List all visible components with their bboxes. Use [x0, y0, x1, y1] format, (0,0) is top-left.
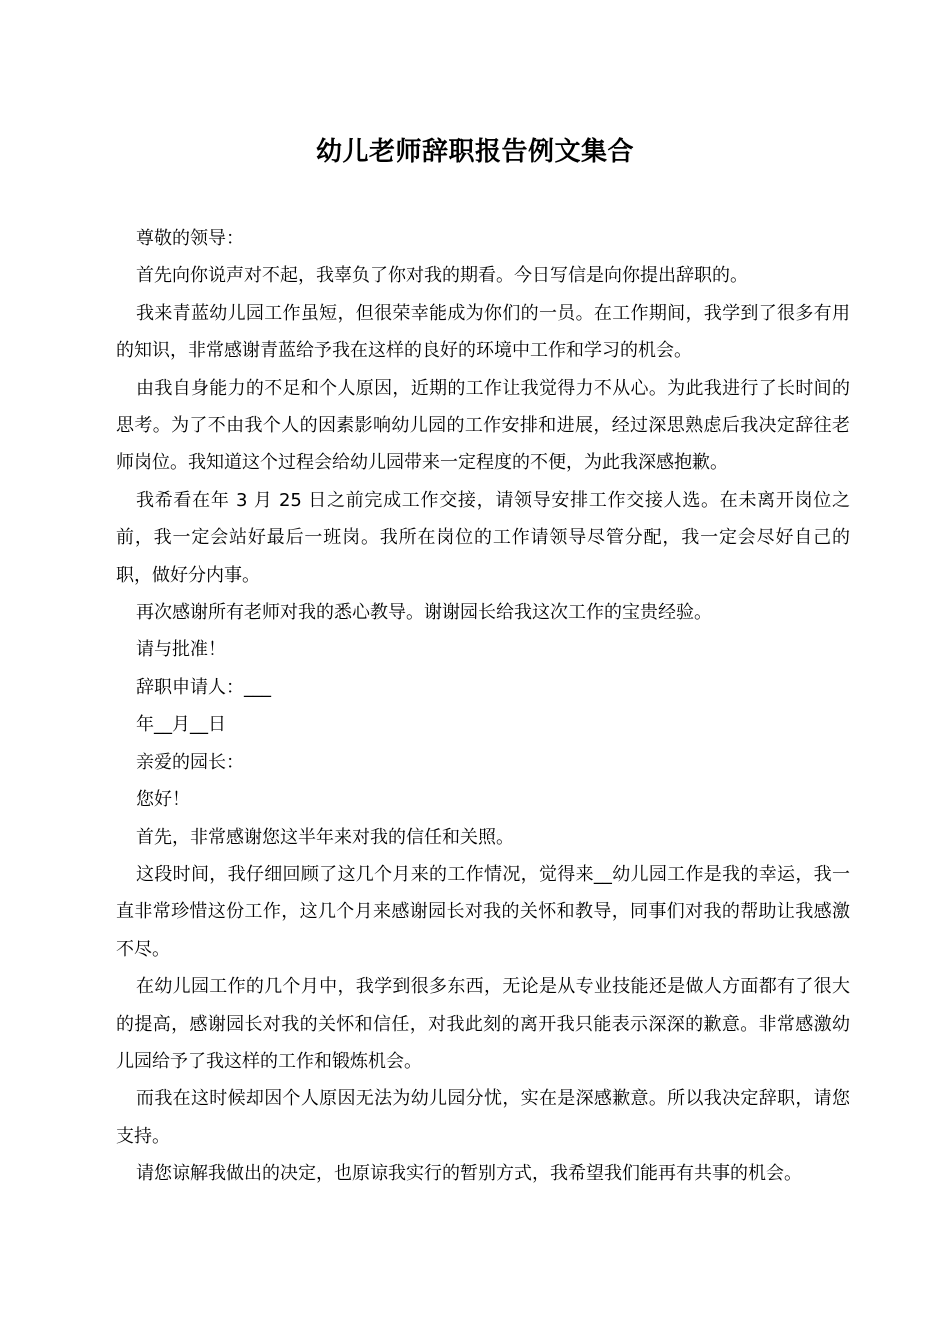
- paragraph: 请您谅解我做出的决定，也原谅我实行的暂别方式，我希望我们能再有共事的机会。: [136, 1163, 802, 1185]
- document-title: 幼儿老师辞职报告例文集合: [315, 137, 634, 167]
- paragraph: 而我在这时候却因个人原因无法为幼儿园分忧，实在是深感歉意。所以我决定辞职，请您支持。: [116, 1088, 850, 1147]
- paragraph: 我希看在年 3 月 25 日之前完成工作交接，请领导安排工作交接人选。在未离开岗位之前，我一定会站好最后一班岗。我所在岗位的工作请领导尽管分配，我一定会尽好自己的职，做好分内事。: [116, 489, 850, 586]
- date-line: 年__月__日: [136, 714, 226, 736]
- paragraph: 再次感谢所有老师对我的悉心教导。谢谢园长给我这次工作的宝贵经验。: [136, 602, 712, 624]
- greeting: 您好！: [136, 789, 190, 811]
- paragraph: 首先向你说声对不起，我辜负了你对我的期看。今日写信是向你提出辞职的。: [136, 265, 748, 287]
- paragraph: 由我自身能力的不足和个人原因，近期的工作让我觉得力不从心。为此我进行了长时间的思考。为了不由我个人的因素影响幼儿园的工作安排和进展，经过深思熟虑后我决定辞往老师岗位。我知道这个过程会给幼儿园带来一定程度的不便，为此我深感抱歉。: [116, 377, 850, 474]
- paragraph: 这段时间，我仔细回顾了这几个月来的工作情况，觉得来__幼儿园工作是我的幸运，我一直非常珍惜这份工作，这几个月来感谢园长对我的关怀和教导，同事们对我的帮助让我感激不尽。: [116, 863, 850, 960]
- document-body: [116, 220, 850, 1193]
- paragraph: 我来青蓝幼儿园工作虽短，但很荣幸能成为你们的一员。在工作期间，我学到了很多有用的知识，非常感谢青蓝给予我在这样的良好的环境中工作和学习的机会。: [116, 302, 850, 362]
- paragraph: 首先，非常感谢您这半年来对我的信任和关照。: [136, 826, 514, 848]
- salutation-2: 亲爱的园长：: [136, 751, 244, 773]
- signature-line: 辞职申请人：___: [136, 676, 271, 698]
- paragraph: 在幼儿园工作的几个月中，我学到很多东西，无论是从专业技能还是做人方面都有了很大的提高，感谢园长对我的关怀和信任，对我此刻的离开我只能表示深深的歉意。非常感激幼儿园给予了我这样的工作和锻炼机会。: [116, 976, 850, 1072]
- salutation-1: 尊敬的领导：: [136, 228, 244, 249]
- closing-line: 请与批准！: [136, 639, 226, 661]
